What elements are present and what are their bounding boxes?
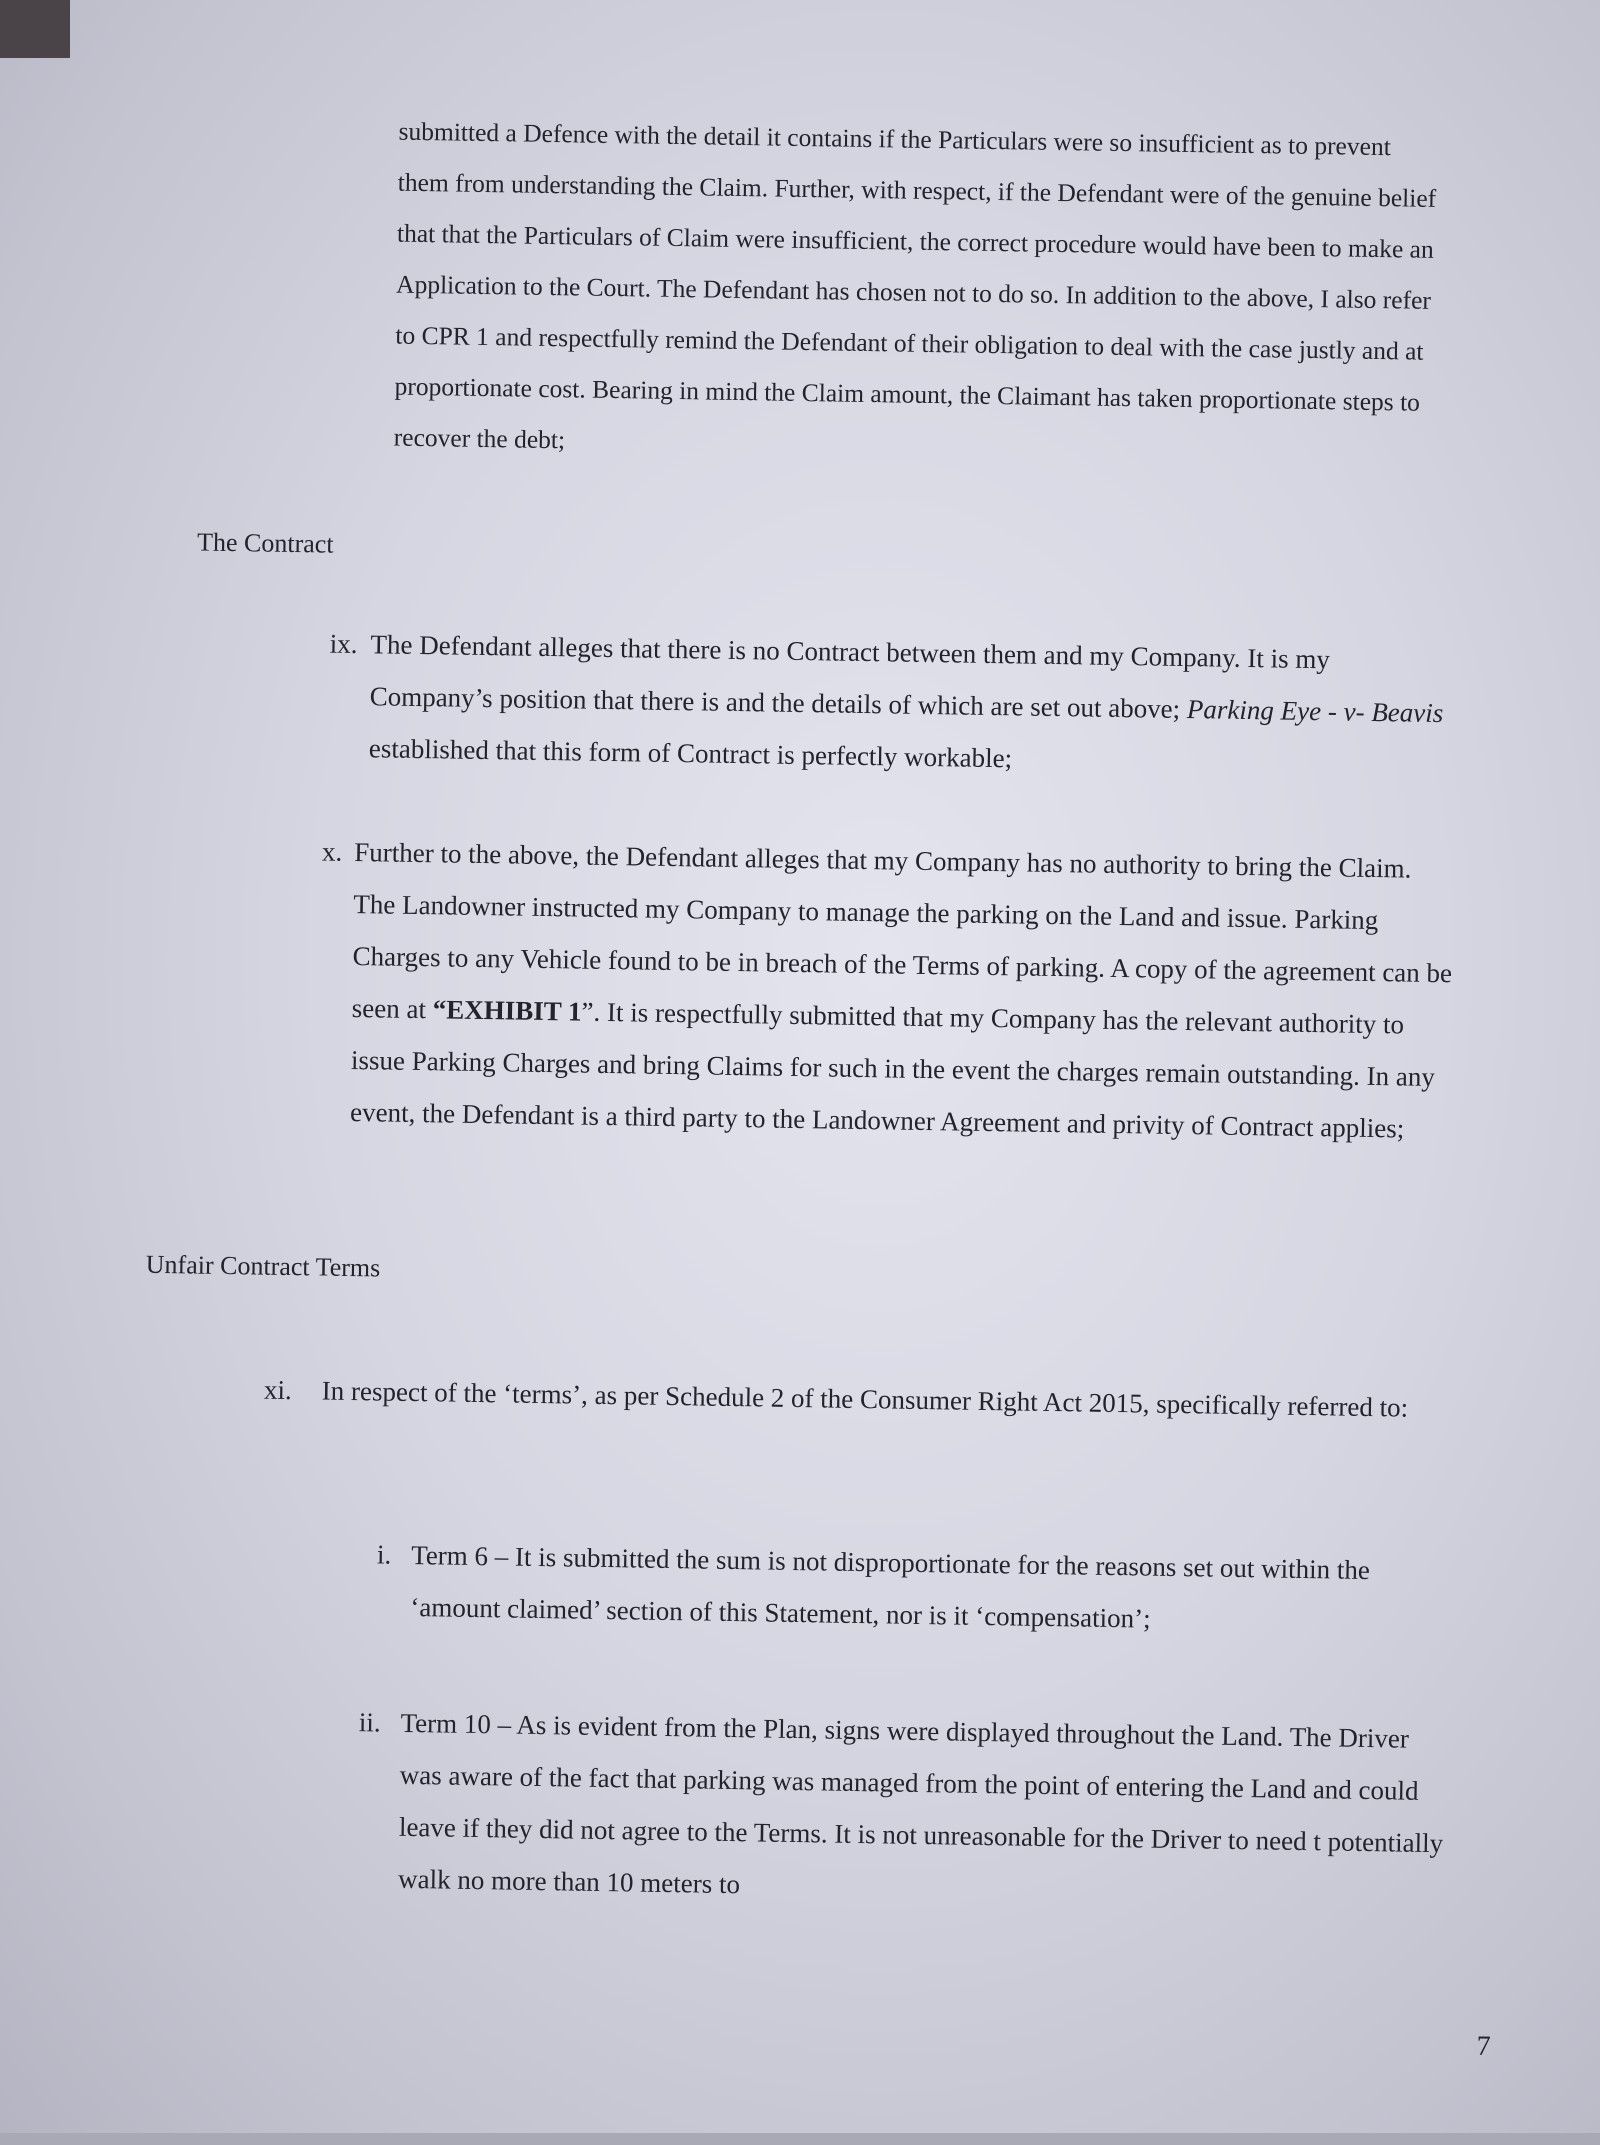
sublist-text: Term 10 – As is evident from the Plan, signs were displayed throughout the Land. The Driver was aware of the fact that parking was managed from the point of entering the Land and could leave if they did not agree to the Terms. It is not unreasonable for the Driver to need t potentially walk no more than 10 meters to: [397, 1707, 1444, 1900]
list-text-part: The Defendant alleges that there is no Contract between them and my Company. It is my Company’s position that there is and the details of which are set out above;: [369, 629, 1331, 725]
sublist-item-ii: [311, 1695, 1451, 1900]
list-text-part: established that this form of Contract is perfectly workable;: [368, 733, 1013, 774]
case-name: Parking Eye -: [1186, 694, 1338, 727]
list-text: [221, 1363, 1422, 1434]
list-number: ix.: [329, 628, 358, 660]
sublist-number: ii.: [358, 1707, 381, 1738]
case-name: v- Beavis: [1343, 696, 1444, 729]
sublist-item-i: [322, 1528, 1432, 1634]
list-number: xi.: [263, 1374, 293, 1406]
section-heading-contract: The Contract: [196, 527, 334, 559]
list-text-part: ”. It is respectfully submitted that my Company has the relevant authority to issue Parking Charges and bring Claims for such in the event the charges remain outstanding. In any event, the Defendant is a third party to the Landowner Agreement and privity of Contract applies;: [349, 996, 1436, 1144]
list-item-ix: [288, 617, 1448, 774]
list-number: x.: [321, 836, 343, 867]
page-number: 7: [1476, 2030, 1491, 2062]
sublist-number: i.: [376, 1539, 392, 1570]
list-text-part: In respect of the ‘terms’, as per Schedule 2 of the Consumer Right Act 2015, specifically referred to:: [321, 1375, 1409, 1423]
list-text: [368, 618, 1445, 791]
sublist-text: Term 6 – It is submitted the sum is not disproportionate for the reasons set out within the ‘amount claimed’ section of this Statement, nor is it ‘compensation’;: [410, 1539, 1371, 1634]
intro-paragraph: submitted a Defence with the detail it contains if the Particulars were so insufficient as to prevent them from understanding the Claim. Further, with respect, if the Defendant were of the genuine belief that that the Particulars of Claim were insufficient, the correct procedure would have been to make an Application to the Court. The Defendant has chosen not to do so. In addition to the above, I also refer to CPR 1 and respectfully remind the Defendant of their obligation to deal with the case justly and at proportionate cost. Bearing in mind the Claim amount, the Claimant has taken proportionate steps to recover the debt;: [393, 116, 1437, 455]
list-item-xi: [222, 1363, 1432, 1423]
list-item-x: [273, 825, 1458, 1144]
exhibit-reference: “EXHIBIT 1: [432, 994, 582, 1027]
list-text-part: Further to the above, the Defendant alleges that my Company has no authority to bring the Claim. The Landowner instructed my Company to manage the parking on the Land and issue. Parking Charges to any Vehicle found to be in breach of the Terms of parking. A copy of the agreement can be seen at: [351, 836, 1453, 1025]
section-heading-unfair-terms: Unfair Contract Terms: [145, 1249, 381, 1283]
list-text: [350, 826, 1455, 1155]
